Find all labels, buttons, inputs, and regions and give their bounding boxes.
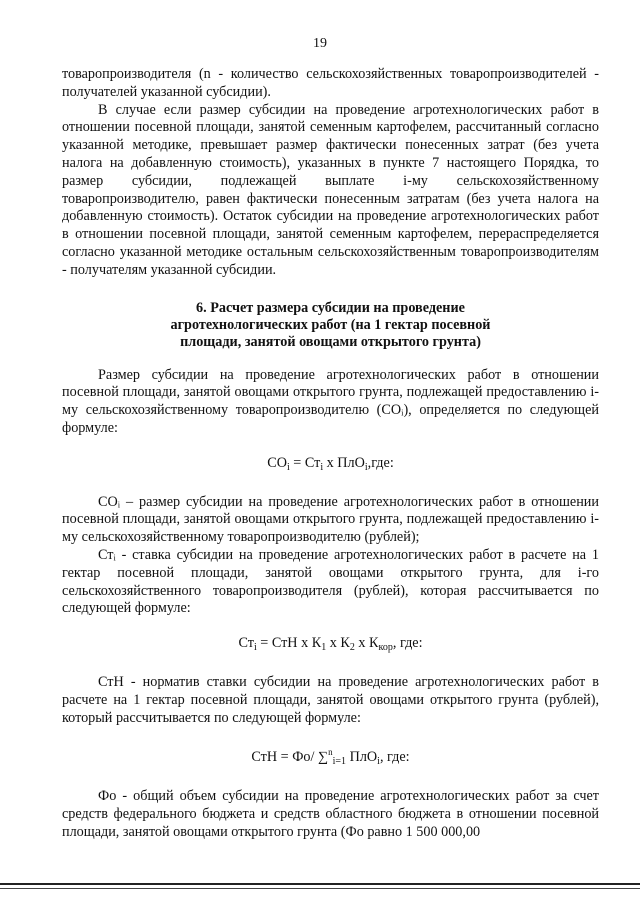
formula-co (62, 455, 599, 477)
formula-text: x ПлО (323, 454, 365, 471)
formula-subscript: кор (378, 642, 393, 654)
formula-subscript: i=1 (332, 756, 347, 768)
paragraph-intro: Размер субсидии на проведение агротехнологических работ в отношении посевной площади, занятой овощами открытого грунта, подлежащей предоставлению i-му сельскохозяйственному товаропроизводителю (COᵢ), определяется по следующей формуле: (62, 366, 599, 436)
formula-text: = Ст (289, 454, 321, 471)
formula-text: ,где: (367, 454, 394, 471)
paragraph-st-definition: Стᵢ - ставка субсидии на проведение агротехнологических работ в расчете на 1 гектар посевной площади, занятой овощами открытого грунта, для i-го сельскохозяйственного товаропроизводителя (рублей), которая рассчитывается по следующей формуле: (62, 546, 599, 617)
formula-subscript: i (377, 756, 380, 768)
formula-superscript: n (328, 747, 333, 758)
formula-st (62, 635, 599, 657)
formula-stn (62, 744, 599, 771)
paragraph-co-definition: COᵢ – размер субсидии на проведение агротехнологических работ в отношении посевной площади, занятой овощами открытого грунта, подлежащей предоставлению i-му сельскохозяйственному товаропроизводителю (рублей); (62, 493, 599, 546)
formula-subscript: i (320, 461, 324, 473)
paragraph-potato-subsidy: В случае если размер субсидии на проведение агротехнологических работ в отношении посевной площади, занятой семенным картофелем, рассчитанный согласно указанной методике, превышает размер фактически понесенных затрат (без учета налога на добавленную стоимость), указанных в пункте 7 настоящего Порядка, то размер субсидии, подлежащей выплате i-му сельскохозяйственному товаропроизводителю, равен фактически понесенным затратам (без учета налога на добавленную стоимость). Остаток субсидии на проведение агротехнологических работ в отношении посевной площади, занятой семенным картофелем, перераспределяется согласно указанной методике остальным сельскохозяйственным товаропроизводителям - получателям указанной субсидии. (62, 101, 599, 278)
document-body (62, 66, 599, 842)
formula-text: CO (267, 454, 287, 471)
heading-line: 6. Расчет размера субсидии на проведение (196, 299, 465, 316)
section-heading (62, 300, 599, 351)
page-number: 19 (313, 36, 327, 51)
paragraph-continuation: товаропроизводителя (n - количество сельскохозяйственных товаропроизводителей - получателей указанной субсидии). (62, 66, 599, 100)
paragraph-stn-definition: СтН - норматив ставки субсидии на проведение агротехнологических работ в расчете на 1 гектар посевной площади, занятой овощами открытого грунта (рублей), который рассчитывается по следующей формуле: (62, 673, 599, 726)
formula-subscript: 2 (349, 642, 355, 654)
formula-subscript: i (253, 642, 257, 654)
formula-subscript: i (364, 461, 368, 473)
formula-text: x К (326, 635, 350, 652)
formula-text: , где: (392, 635, 423, 652)
heading-line: площади, занятой овощами открытого грунта) (180, 333, 481, 350)
formula-text: x К (354, 635, 379, 652)
formula-text: = СтН x К (256, 635, 322, 652)
footer-rule-thin (0, 888, 640, 889)
formula-text: , где: (379, 749, 410, 766)
formula-text: ПлО (346, 749, 378, 766)
formula-text: Ст (238, 635, 254, 652)
formula-subscript: i (286, 461, 290, 473)
heading-line: агротехнологических работ (на 1 гектар посевной (170, 316, 491, 333)
formula-subscript: 1 (321, 642, 327, 654)
footer-rule (0, 883, 640, 885)
paragraph-fo-definition: Фо - общий объем субсидии на проведение агротехнологических работ за счет средств федерального бюджета и средств областного бюджета в отношении посевной площади, занятой овощами открытого грунта (Фо равно 1 500 000,00 (62, 788, 599, 840)
formula-text: СтН = Фо/ ∑ (251, 749, 329, 766)
